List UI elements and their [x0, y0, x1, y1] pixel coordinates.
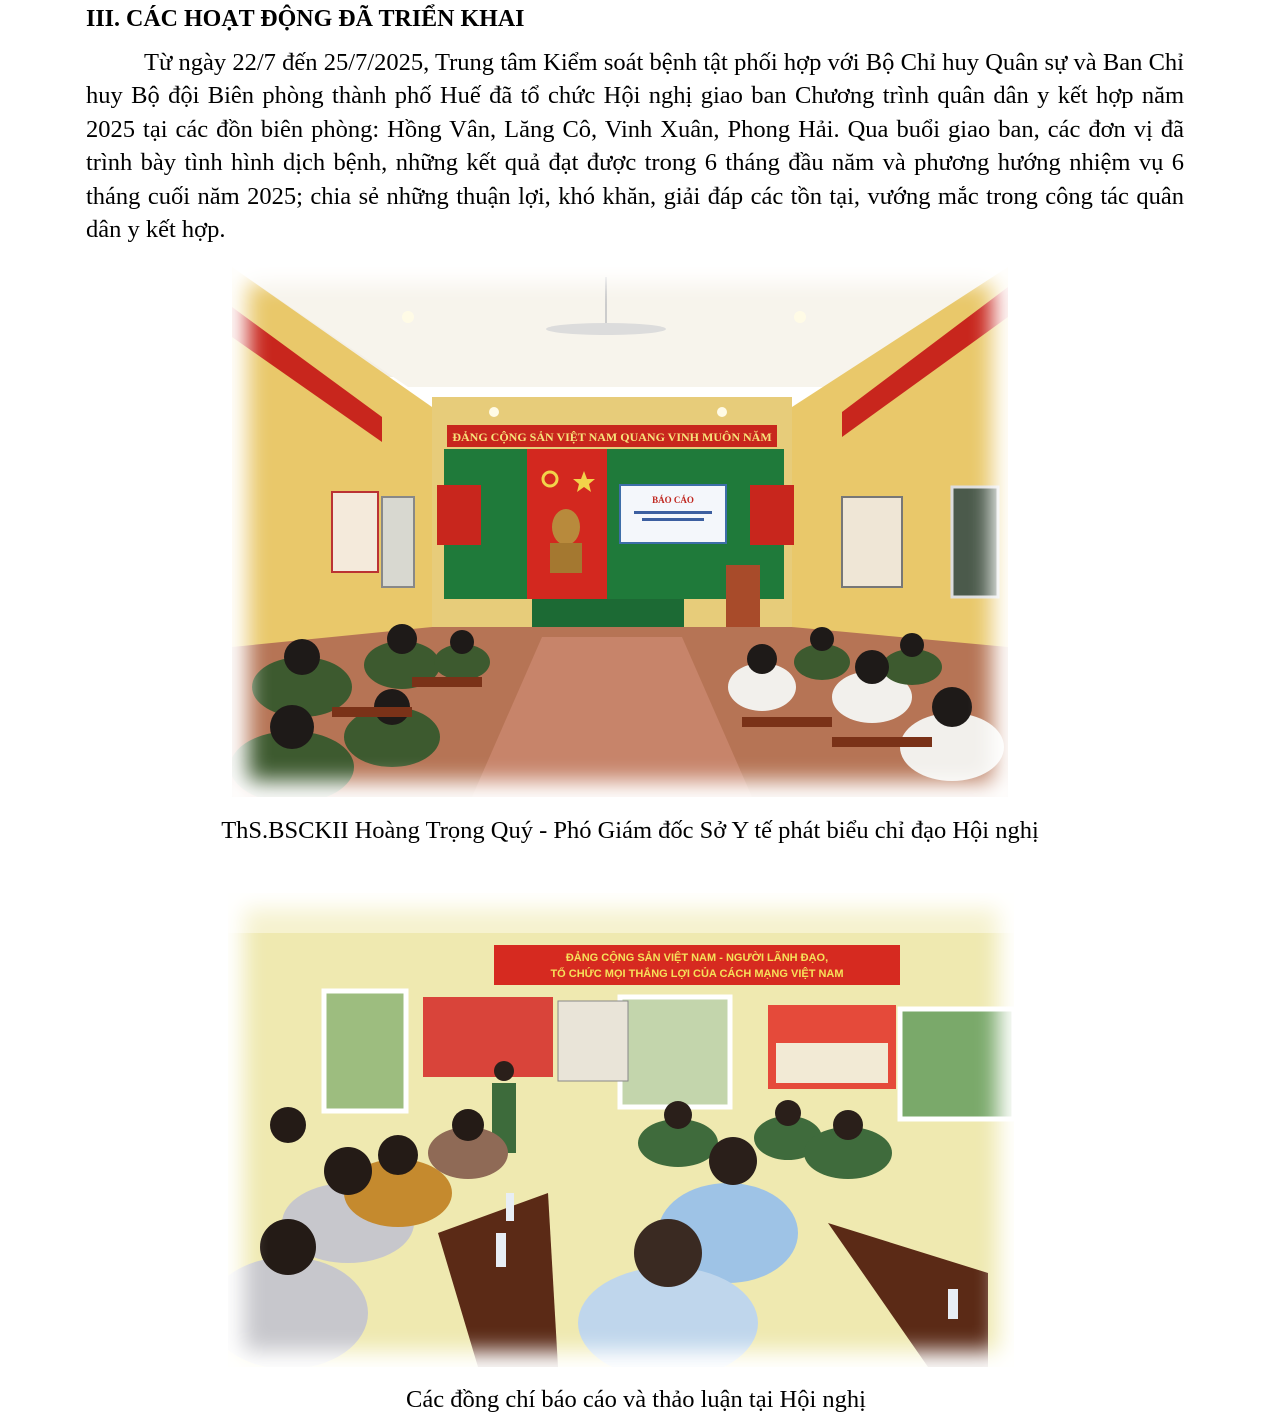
body-paragraph: Từ ngày 22/7 đến 25/7/2025, Trung tâm Kiểm soát bệnh tật phối hợp với Bộ Chỉ huy Quân sự và Ban Chỉ huy Bộ đội Biên phòng thành phố Huế đã tổ chức Hội nghị giao ban Chương trình quân dân y kết hợp năm 2025 tại các đồn biên phòng: Hồng Vân, Lăng Cô, Vinh Xuân, Phong Hải. Qua buổi giao ban, các đơn vị đã trình bày tình hình dịch bệnh, những kết quả đạt được trong 6 tháng đầu năm và phương hướng nhiệm vụ 6 tháng cuối năm 2025; chia sẻ những thuận lợi, khó khăn, giải đáp các tồn tại, vướng mắc trong công tác quân dân y kết hợp. — [86, 49, 1184, 244]
conference-hall-photo — [232, 267, 1008, 797]
banner-line-2: TỔ CHỨC MỌI THẮNG LỢI CỦA CÁCH MẠNG VIỆT NAM — [550, 968, 844, 980]
figure-2-caption: Các đồng chí báo cáo và thảo luận tại Hội nghị — [406, 1386, 866, 1413]
discussion-photo — [228, 893, 1014, 1367]
section-heading: III. CÁC HOẠT ĐỘNG ĐÃ TRIỂN KHAI — [86, 6, 525, 32]
figure-1-caption: ThS.BSCKII Hoàng Trọng Quý - Phó Giám đốc Sở Y tế phát biểu chỉ đạo Hội nghị — [221, 817, 1039, 844]
screen-title: BÁO CÁO — [652, 495, 694, 505]
hall-banner-text: ĐẢNG CỘNG SẢN VIỆT NAM QUANG VINH MUÔN NĂM — [452, 430, 772, 444]
banner-line-1: ĐẢNG CỘNG SẢN VIỆT NAM - NGƯỜI LÃNH ĐẠO, — [565, 952, 829, 964]
